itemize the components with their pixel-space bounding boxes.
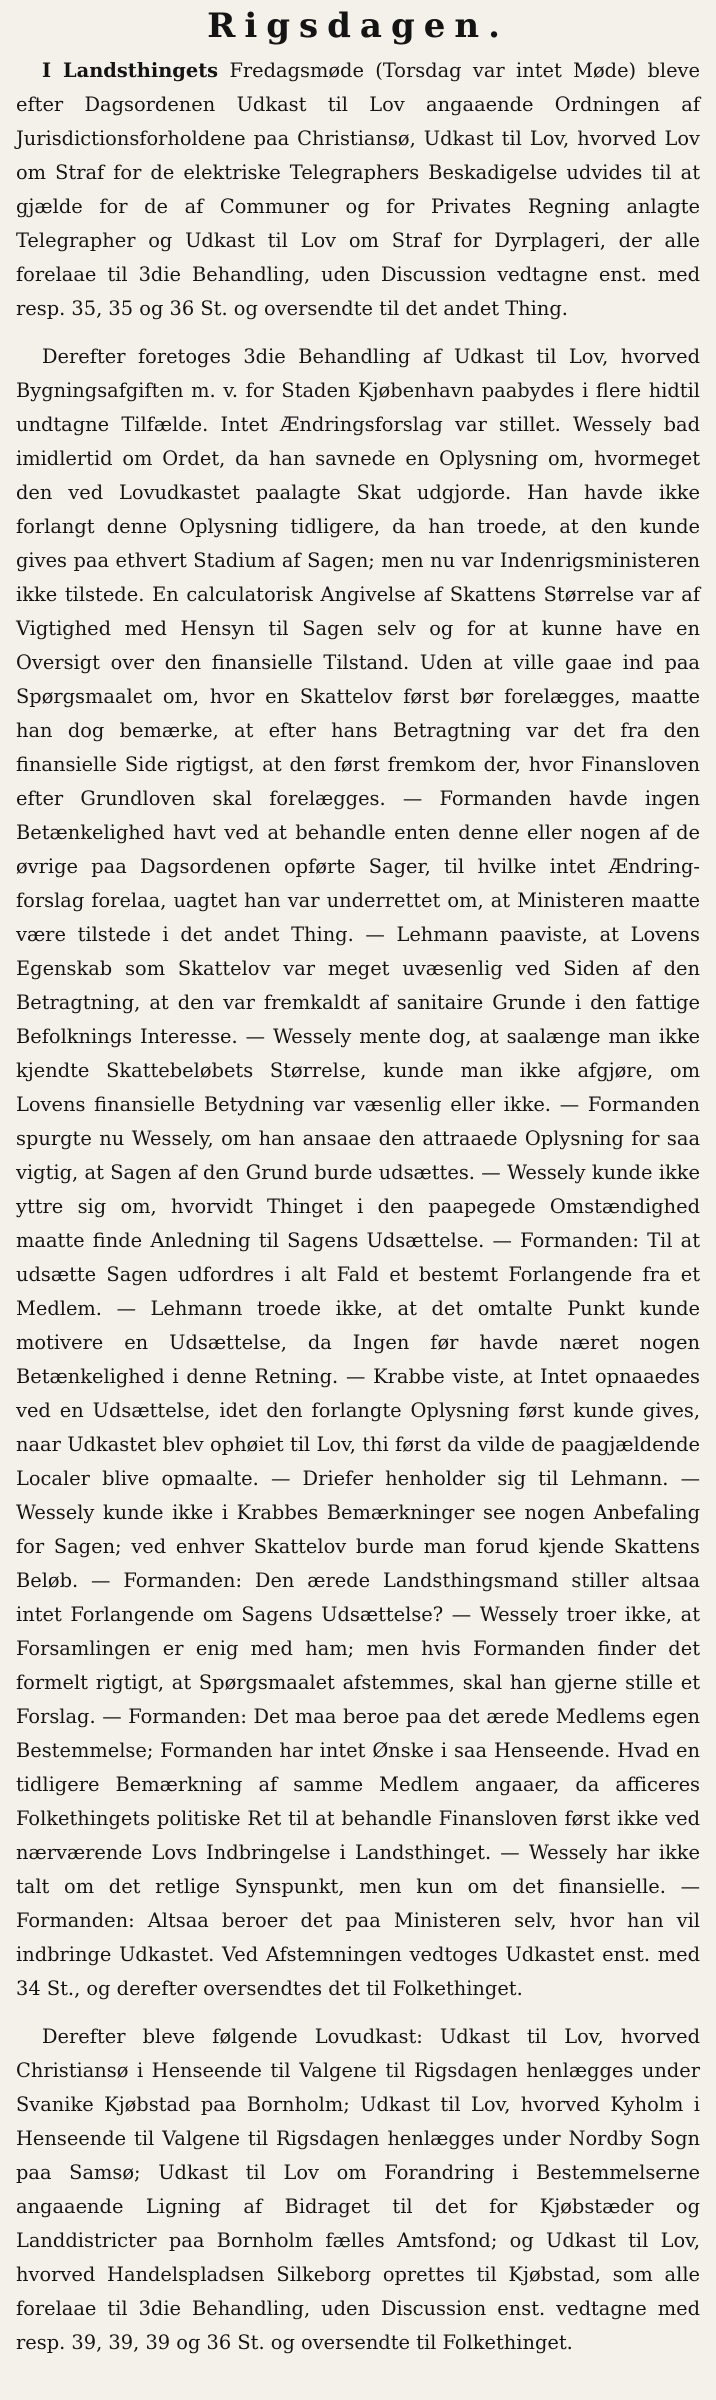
lead-prefix: I Landsthingets: [42, 59, 219, 82]
paragraph-2-text: Derefter foretoges 3die Behandling af Udkast til Lov, hvorved Bygningsafgiften m. v. for Staden Kjøbenhavn paabydes i flere hidtil undtagne Tilfælde. Intet Ændringsforslag var stillet. Wessely bad imidlertid om Ordet, da han savnede en Oplysning om, hvormeget den ved Lovudkastet paalagte Skat udgjorde. Han havde ikke forlangt denne Oplysning tidligere, da han troede, at den kunde gives paa ethvert Stadium af Sagen; men nu var Indenrigsministeren ikke tilstede. En calculatorisk Angivelse af Skattens Størrelse var af Vigtighed med Hensyn til Sagen selv og for at kunne have en Oversigt over den finansielle Tilstand. Uden at ville gaae ind paa Spørgsmaalet om, hvor en Skattelov først bør forelægges, maatte han dog bemærke, at efter hans Betragtning var det fra den finansielle Side rigtigst, at den først fremkom der, hvor Finansloven efter Grundloven skal forelægges. — Formanden havde ingen Betænkelighed havt ved at behandle enten denne eller nogen af de øvrige paa Dagsordenen opførte Sager, til hvilke intet Ændring-forslag forelaa, uagtet han var underrettet om, at Ministeren maatte være tilstede i det andet Thing. — Lehmann paaviste, at Lovens Egenskab som Skattelov var meget uvæsenlig ved Siden af den Betragtning, at den var fremkaldt af sanitaire Grunde i den fattige Befolknings Interesse. — Wessely mente dog, at saalænge man ikke kjendte Skattebeløbets Størrelse, kunde man ikke afgjøre, om Lovens finansielle Betydning var væsenlig eller ikke. — Formanden spurgte nu Wessely, om han ansaae den attraaede Oplysning for saa vigtig, at Sagen af den Grund burde udsættes. — Wessely kunde ikke yttre sig om, hvorvidt Thinget i den paapegede Omstændighed maatte finde Anledning til Sagens Udsættelse. — Formanden: Til at udsætte Sagen udfordres i alt Fald et bestemt Forlangende fra et Medlem. — Lehmann troede ikke, at det omtalte Punkt kunde motivere en Udsættelse, da Ingen før havde næret nogen Betænkelighed i denne Retning. — Krabbe viste, at Intet opnaaedes ved en Udsættelse, idet den forlangte Oplysning først kunde gives, naar Udkastet blev ophøiet til Lov, thi først da vilde de paagjældende Localer blive opmaalte. — Driefer henholder sig til Lehmann. — Wessely kunde ikke i Krabbes Bemærkninger see nogen Anbefaling for Sagen; ved enhver Skattelov burde man forud kjende Skattens Beløb. — Formanden: Den ærede Landsthingsmand stiller altsaa intet Forlangende om Sagens Udsættelse? — Wessely troer ikke, at Forsamlingen er enig med ham; men hvis Formanden finder det formelt rigtigt, at Spørgsmaalet afstemmes, skal han gjerne stille et Forslag. — Formanden: Det maa beroe paa det ærede Medlems egen Bestemmelse; Formanden har intet Ønske i saa Henseende. Hvad en tidligere Bemærkning af samme Medlem angaaer, da afficeres Folkethingets politiske Ret til at behandle Finansloven først ikke ved nærværende Lovs Indbringelse i Landsthinget. — Wessely har ikke talt om det retlige Synspunkt, men kun om det finansielle. — Formanden: Altsaa beroer det paa Ministeren selv, hvor han vil indbringe Udkastet. Ved Afstemningen vedtoges Udkastet enst. med 34 St., og derefter oversendtes det til Folkethinget.: [16, 345, 700, 2000]
article-title: Rigsdagen.: [207, 6, 509, 46]
article-paragraph-3: [16, 2020, 700, 2360]
paragraph-3-text: Derefter bleve følgende Lovudkast: Udkast til Lov, hvorved Christiansø i Henseende til Valgene til Rigsdagen henlægges under Svanike Kjøbstad paa Bornholm; Udkast til Lov, hvorved Kyholm i Henseende til Valgene til Rigsdagen henlægges under Nordby Sogn paa Samsø; Udkast til Lov om Forandring i Bestemmelserne angaaende Ligning af Bidraget til det for Kjøbstæder og Landdistricter paa Bornholm fælles Amtsfond; og Udkast til Lov, hvorved Handelspladsen Silkeborg oprettes til Kjøbstad, som alle forelaae til 3die Behandling, uden Discussion enst. vedtagne med resp. 39, 39, 39 og 36 St. og oversendte til Folkethinget.: [16, 2025, 700, 2354]
paragraph-1-text: Fredagsmøde (Torsdag var intet Møde) bleve efter Dagsordenen Udkast til Lov angaaende Ordningen af Jurisdictionsforholdene paa Christiansø, Udkast til Lov, hvorved Lov om Straf for de elektriske Telegraphers Beskadigelse udvides til at gjælde for de af Communer og for Privates Regning anlagte Telegrapher og Udkast til Lov om Straf for Dyrplageri, der alle forelaae til 3die Behandling, uden Discussion vedtagne enst. med resp. 35, 35 og 36 St. og oversendte til det andet Thing.: [16, 59, 700, 320]
article-paragraph-2: [16, 340, 700, 2006]
article-paragraph-1: [16, 54, 700, 326]
